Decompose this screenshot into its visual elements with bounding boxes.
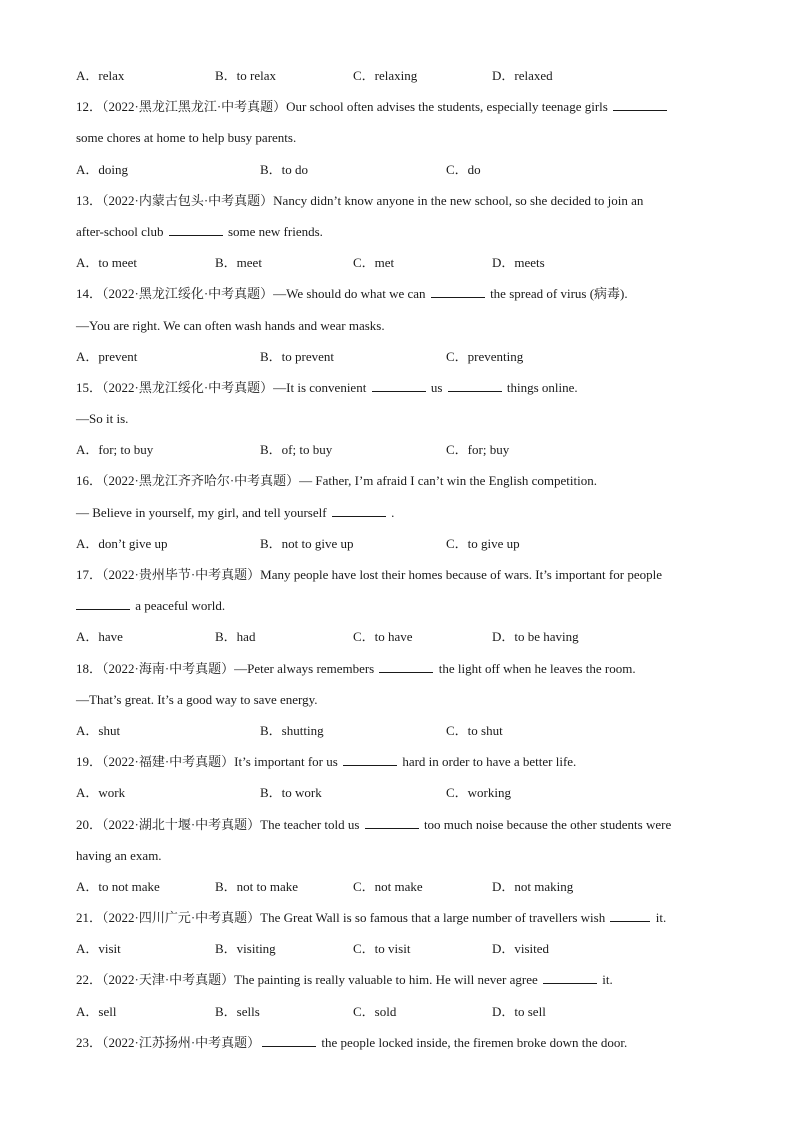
q12-option-a[interactable]: A．doing (76, 161, 129, 177)
q16-text: — Father, I’m afraid I can’t win the English competition. (299, 473, 597, 489)
q13-blank[interactable] (169, 222, 223, 236)
q13-text: Nancy didn’t know anyone in the new school, so she decided to join an (273, 192, 644, 208)
q22-source: 22．（2022·天津·中考真题） (76, 972, 235, 988)
q12-text: Our school often advises the students, especially teenage girls (286, 99, 608, 115)
q13-option-c[interactable]: C．met (353, 255, 395, 271)
q16-blank[interactable] (332, 503, 386, 517)
q11-option-a[interactable]: A．relax (76, 68, 125, 83)
q19-stem-line1 (76, 752, 716, 783)
q21-source: 21．（2022·四川广元·中考真题） (76, 910, 261, 926)
q18-stem-line1 (76, 659, 716, 690)
q17-blank[interactable] (76, 596, 130, 610)
q12-source: 12．（2022·黑龙江黑龙江·中考真题） (76, 99, 287, 115)
q14-reply: —You are right. We can often wash hands and wear masks. (76, 317, 385, 333)
q15-option-a[interactable]: A．for; to buy (76, 442, 154, 458)
q21-option-c[interactable]: C．to visit (353, 941, 411, 957)
q21-options (76, 939, 716, 970)
q17-options (76, 627, 716, 658)
q19-option-b[interactable]: B．to work (260, 785, 322, 801)
q20-text-cont: having an exam. (76, 847, 162, 863)
q21-blank[interactable] (610, 908, 650, 922)
q15-blank-2[interactable] (448, 378, 502, 392)
q22-option-b[interactable]: B．sells (215, 1003, 260, 1019)
q14-text-a: —We should do what we can (273, 286, 426, 302)
q21-stem-line1 (76, 908, 716, 939)
q23-blank[interactable] (262, 1033, 316, 1047)
q13-option-a[interactable]: A．to meet (76, 255, 138, 271)
q12-text-cont: some chores at home to help busy parents. (76, 130, 297, 146)
q15-text-c: things online. (506, 379, 578, 395)
q15-options (76, 440, 716, 471)
q23-stem-line1 (76, 1033, 716, 1064)
q13-source: 13．（2022·内蒙古包头·中考真题） (76, 192, 274, 208)
q21-option-b[interactable]: B．visiting (215, 941, 276, 957)
q23-source: 23．（2022·江苏扬州·中考真题） (76, 1034, 261, 1050)
q15-blank-1[interactable] (372, 378, 426, 392)
q14-options (76, 347, 716, 378)
q20-source: 20．（2022·湖北十堰·中考真题） (76, 816, 261, 832)
q20-text-b: too much noise because the other students were (423, 816, 672, 832)
q16-stem-line1 (76, 471, 716, 502)
q12-option-b[interactable]: B．to do (260, 161, 309, 177)
q18-option-a[interactable]: A．shut (76, 722, 121, 738)
q22-text-b: it. (602, 972, 613, 988)
q19-option-a[interactable]: A．work (76, 785, 126, 801)
q17-option-a[interactable]: A．have (76, 629, 123, 645)
q22-blank[interactable] (543, 970, 597, 984)
q17-stem-line2 (76, 596, 716, 627)
q13-text-a: after-school club (76, 223, 164, 239)
q14-option-a[interactable]: A．prevent (76, 348, 138, 364)
q18-reply: —That’s great. It’s a good way to save energy. (76, 691, 318, 707)
q11-options (76, 66, 716, 97)
q12-stem-line2 (76, 128, 716, 159)
q12-stem-line1 (76, 97, 716, 128)
q18-stem-line2 (76, 690, 716, 721)
q19-text-b: hard in order to have a better life. (402, 754, 577, 770)
q15-source: 15．（2022·黑龙江绥化·中考真题） (76, 379, 274, 395)
q23-text: the people locked inside, the firemen broke down the door. (321, 1034, 628, 1050)
q19-source: 19．（2022·福建·中考真题） (76, 754, 235, 770)
q19-option-c[interactable]: C．working (446, 785, 512, 801)
q17-stem-line1 (76, 565, 716, 596)
q13-option-b[interactable]: B．meet (215, 255, 262, 271)
q21-text-a: The Great Wall is so famous that a large number of travellers wish (260, 910, 606, 926)
q20-option-c[interactable]: C．not make (353, 878, 423, 894)
q20-options (76, 877, 716, 908)
q17-text-cont: a peaceful world. (135, 598, 226, 614)
q14-text-b: the spread of virus (病毒). (490, 286, 628, 302)
q14-source: 14．（2022·黑龙江绥化·中考真题） (76, 286, 274, 302)
q20-text-a: The teacher told us (260, 816, 360, 832)
q16-stem-line2 (76, 503, 716, 534)
q16-option-a[interactable]: A．don’t give up (76, 535, 168, 551)
q17-source: 17．（2022·贵州毕节·中考真题） (76, 567, 261, 582)
q22-option-c[interactable]: C．sold (353, 1003, 397, 1019)
q20-blank[interactable] (365, 815, 419, 829)
q16-option-b[interactable]: B．not to give up (260, 535, 354, 551)
q13-text-b: some new friends. (227, 223, 323, 239)
q17-text: Many people have lost their homes because of wars. It’s important for people (260, 567, 662, 582)
q14-option-c[interactable]: C．preventing (446, 348, 524, 364)
q17-option-d[interactable]: D．to be having (492, 629, 579, 645)
q18-option-c[interactable]: C．to shut (446, 722, 503, 738)
q22-stem-line1 (76, 970, 716, 1001)
q19-blank[interactable] (343, 752, 397, 766)
worksheet-page (76, 66, 716, 1064)
q15-text-b: us (430, 379, 443, 395)
q15-text-a: —It is convenient (273, 379, 367, 395)
q14-blank[interactable] (431, 284, 485, 298)
q20-option-a[interactable]: A．to not make (76, 878, 160, 894)
q16-source: 16．（2022·黑龙江齐齐哈尔·中考真题） (76, 473, 300, 489)
q16-text-a: — Believe in yourself, my girl, and tell yourself (76, 504, 327, 520)
q20-stem-line1 (76, 815, 716, 846)
q12-option-c[interactable]: C．do (446, 161, 481, 177)
q22-option-a[interactable]: A．sell (76, 1003, 117, 1019)
q15-stem-line2 (76, 409, 716, 440)
q18-source: 18．（2022·海南·中考真题） (76, 660, 235, 676)
q13-stem-line2 (76, 222, 716, 253)
q18-blank[interactable] (379, 659, 433, 673)
q14-stem-line2 (76, 316, 716, 347)
q12-blank[interactable] (613, 97, 667, 111)
q13-stem-line1 (76, 191, 716, 222)
q14-stem-line1 (76, 284, 716, 315)
q15-option-b[interactable]: B．of; to buy (260, 442, 333, 458)
q18-text-b: the light off when he leaves the room. (438, 660, 636, 676)
q18-options (76, 721, 716, 752)
q21-option-d[interactable]: D．visited (492, 941, 550, 957)
q14-option-b[interactable]: B．to prevent (260, 348, 335, 364)
q16-text-b: . (391, 504, 395, 520)
q17-option-b[interactable]: B．had (215, 629, 256, 645)
q20-stem-line2 (76, 846, 716, 877)
q22-option-d[interactable]: D．to sell (492, 1003, 546, 1019)
q11-option-b[interactable]: B．to relax (215, 68, 277, 83)
q13-options (76, 253, 716, 284)
q22-text-a: The painting is really valuable to him. He will never agree (234, 972, 538, 988)
q20-option-b[interactable]: B．not to make (215, 878, 299, 894)
q21-option-a[interactable]: A．visit (76, 941, 121, 957)
q12-options (76, 160, 716, 191)
q19-options (76, 783, 716, 814)
q13-option-d[interactable]: D．meets (492, 255, 545, 271)
q15-option-c[interactable]: C．for; buy (446, 442, 510, 458)
q21-text-b: it. (655, 910, 667, 926)
q15-stem-line1 (76, 378, 716, 409)
q15-reply: —So it is. (76, 411, 129, 427)
q18-option-b[interactable]: B．shutting (260, 722, 324, 738)
q11-option-c[interactable]: C．relaxing (353, 68, 418, 83)
q18-text-a: —Peter always remembers (234, 660, 375, 676)
q16-options (76, 534, 716, 565)
q17-option-c[interactable]: C．to have (353, 629, 413, 645)
q22-options (76, 1002, 716, 1033)
q19-text-a: It’s important for us (234, 754, 338, 770)
q16-option-c[interactable]: C．to give up (446, 535, 520, 551)
q11-option-d[interactable]: D．relaxed (492, 68, 553, 83)
q20-option-d[interactable]: D．not making (492, 878, 574, 894)
